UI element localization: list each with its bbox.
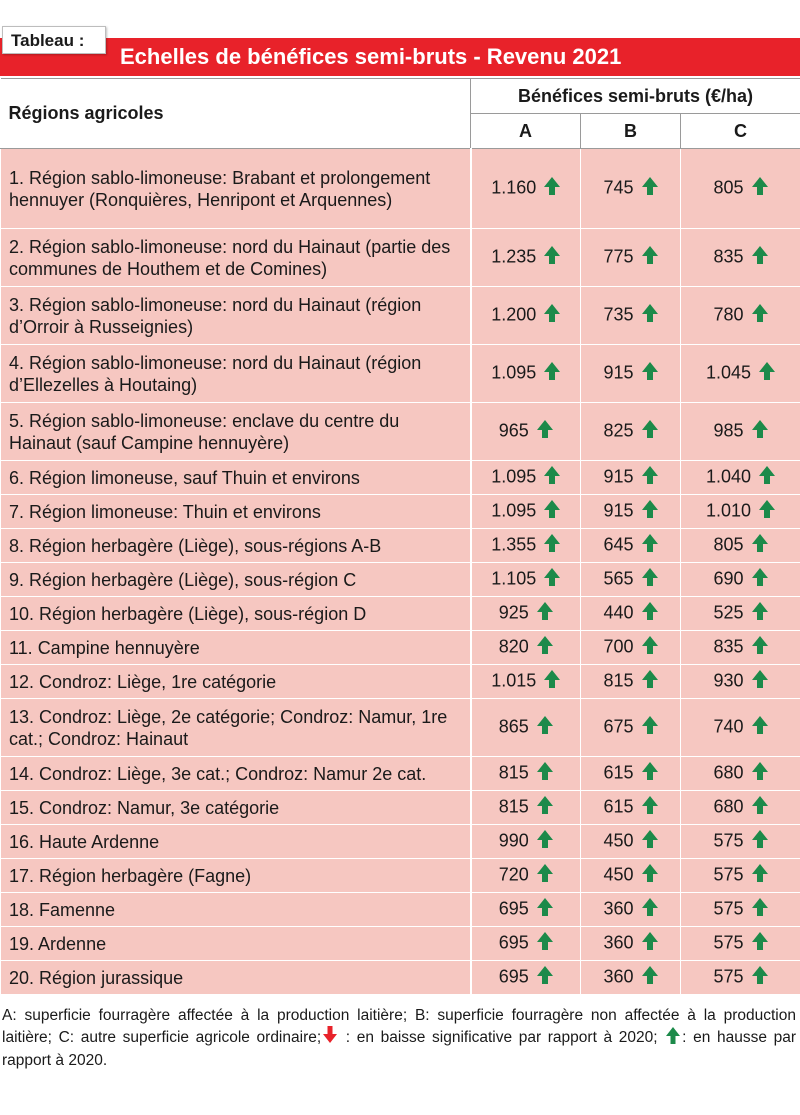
column-header-c: C (681, 114, 800, 149)
benefit-value: 1.010 (705, 500, 752, 521)
up-arrow-icon (537, 864, 553, 887)
benefit-value: 1.045 (705, 362, 752, 383)
table-row (1, 563, 800, 597)
up-arrow-icon (537, 602, 553, 625)
region-name: 10. Région herbagère (Liège), sous-région D (1, 597, 471, 631)
region-name: 19. Ardenne (1, 927, 471, 961)
benefit-value: 525 (713, 602, 744, 623)
table-tag: Tableau : (2, 26, 106, 54)
benefit-value: 835 (713, 246, 744, 267)
value-cell-a (471, 461, 581, 495)
region-name: 7. Région limoneuse: Thuin et environs (1, 495, 471, 529)
up-arrow-icon (759, 362, 775, 385)
value-cell-c (681, 699, 800, 757)
benefit-value: 450 (603, 830, 634, 851)
up-arrow-icon (544, 534, 560, 557)
table-title: Echelles de bénéfices semi-bruts - Revenu 2021 (0, 38, 800, 76)
column-header-a: A (471, 114, 581, 149)
benefit-value: 915 (603, 500, 634, 521)
up-arrow-icon (642, 830, 658, 853)
up-arrow-icon (537, 636, 553, 659)
up-arrow-icon (544, 304, 560, 327)
up-arrow-icon (752, 177, 768, 200)
up-arrow-icon (642, 177, 658, 200)
benefit-value: 1.040 (705, 466, 752, 487)
value-cell-c (681, 631, 800, 665)
value-cell-b (581, 791, 681, 825)
up-arrow-icon (642, 466, 658, 489)
benefit-value: 815 (498, 796, 529, 817)
benefit-value: 985 (713, 420, 744, 441)
value-cell-b (581, 461, 681, 495)
benefit-value: 1.015 (491, 670, 537, 691)
value-cell-b (581, 529, 681, 563)
up-arrow-icon (752, 932, 768, 955)
region-name: 16. Haute Ardenne (1, 825, 471, 859)
value-cell-c (681, 345, 800, 403)
benefit-value: 815 (603, 670, 634, 691)
down-arrow-icon (323, 1026, 337, 1050)
benefit-value: 915 (603, 466, 634, 487)
benefit-value: 990 (498, 830, 529, 851)
value-cell-c (681, 563, 800, 597)
up-arrow-icon (642, 762, 658, 785)
benefit-value: 615 (603, 762, 634, 783)
benefit-value: 360 (603, 966, 634, 987)
up-arrow-icon (752, 636, 768, 659)
benefit-value: 565 (603, 568, 634, 589)
up-arrow-icon (544, 246, 560, 269)
region-name: 5. Région sablo-limoneuse: enclave du centre du Hainaut (sauf Campine hennuyère) (1, 403, 471, 461)
region-name: 20. Région jurassique (1, 961, 471, 995)
up-arrow-icon (537, 420, 553, 443)
up-arrow-icon (544, 362, 560, 385)
table-row (1, 461, 800, 495)
value-cell-b (581, 287, 681, 345)
up-arrow-icon (642, 966, 658, 989)
up-arrow-icon (537, 932, 553, 955)
table-row (1, 893, 800, 927)
value-cell-c (681, 461, 800, 495)
benefit-value: 1.235 (491, 246, 537, 267)
up-arrow-icon (642, 304, 658, 327)
footnote-legend-text: A: superficie fourragère affectée à la production laitière; B: superficie fourragère non affectée à la production laitière; C: autre superficie agricole ordinaire; (2, 1007, 796, 1047)
benefit-value: 700 (603, 636, 634, 657)
region-name: 8. Région herbagère (Liège), sous-régions A-B (1, 529, 471, 563)
region-name: 3. Région sablo-limoneuse: nord du Hainaut (région d’Orroir à Russeignies) (1, 287, 471, 345)
benefit-value: 815 (498, 762, 529, 783)
up-arrow-icon (544, 500, 560, 523)
value-cell-a (471, 859, 581, 893)
value-cell-c (681, 149, 800, 229)
up-arrow-icon (666, 1026, 680, 1050)
value-cell-b (581, 665, 681, 699)
value-cell-b (581, 757, 681, 791)
region-name: 15. Condroz: Namur, 3e catégorie (1, 791, 471, 825)
benefit-value: 865 (498, 716, 529, 737)
table-row (1, 699, 800, 757)
up-arrow-icon (752, 420, 768, 443)
up-arrow-icon (544, 568, 560, 591)
benefit-value: 775 (603, 246, 634, 267)
up-arrow-icon (642, 796, 658, 819)
benefit-value: 675 (603, 716, 634, 737)
value-cell-b (581, 699, 681, 757)
up-arrow-icon (752, 716, 768, 739)
benefit-value: 735 (603, 304, 634, 325)
region-name: 13. Condroz: Liège, 2e catégorie; Condroz: Namur, 1re cat.; Condroz: Hainaut (1, 699, 471, 757)
value-cell-a (471, 757, 581, 791)
value-cell-c (681, 597, 800, 631)
benefit-value: 575 (713, 830, 744, 851)
value-cell-c (681, 757, 800, 791)
up-arrow-icon (642, 246, 658, 269)
up-arrow-icon (642, 932, 658, 955)
up-arrow-icon (752, 304, 768, 327)
value-cell-b (581, 345, 681, 403)
value-cell-a (471, 631, 581, 665)
value-cell-b (581, 229, 681, 287)
benefit-value: 925 (498, 602, 529, 623)
benefit-value: 1.095 (491, 362, 537, 383)
region-name: 4. Région sablo-limoneuse: nord du Hainaut (région d’Ellezelles à Houtaing) (1, 345, 471, 403)
up-arrow-icon (642, 716, 658, 739)
benefit-value: 1.200 (491, 304, 537, 325)
table-row (1, 825, 800, 859)
table-row (1, 665, 800, 699)
value-cell-a (471, 403, 581, 461)
up-arrow-icon (752, 898, 768, 921)
value-cell-b (581, 631, 681, 665)
up-arrow-icon (752, 534, 768, 557)
benefit-value: 360 (603, 932, 634, 953)
benefit-value: 740 (713, 716, 744, 737)
benefit-value: 805 (713, 177, 744, 198)
value-cell-c (681, 825, 800, 859)
value-cell-b (581, 563, 681, 597)
table-body (1, 149, 800, 995)
benefit-value: 930 (713, 670, 744, 691)
up-arrow-icon (752, 966, 768, 989)
table-row (1, 927, 800, 961)
benefit-value: 1.095 (491, 500, 537, 521)
benefit-value: 1.355 (491, 534, 537, 555)
benefit-value: 915 (603, 362, 634, 383)
value-cell-c (681, 403, 800, 461)
up-arrow-icon (642, 500, 658, 523)
value-cell-a (471, 529, 581, 563)
table-row (1, 287, 800, 345)
benefit-value: 575 (713, 864, 744, 885)
value-cell-b (581, 403, 681, 461)
benefit-value: 575 (713, 966, 744, 987)
table-row (1, 149, 800, 229)
table-row (1, 961, 800, 995)
benefit-value: 1.105 (491, 568, 537, 589)
benefit-value: 825 (603, 420, 634, 441)
up-arrow-icon (642, 864, 658, 887)
footnote-down-text: : en baisse significative par rapport à 2020; (339, 1029, 658, 1047)
region-name: 11. Campine hennuyère (1, 631, 471, 665)
up-arrow-icon (642, 636, 658, 659)
value-cell-c (681, 287, 800, 345)
up-arrow-icon (752, 864, 768, 887)
benefit-value: 450 (603, 864, 634, 885)
up-arrow-icon (752, 670, 768, 693)
region-name: 2. Région sablo-limoneuse: nord du Hainaut (partie des communes de Houthem et de Comines) (1, 229, 471, 287)
up-arrow-icon (752, 830, 768, 853)
value-cell-b (581, 597, 681, 631)
benefit-value: 690 (713, 568, 744, 589)
value-cell-a (471, 345, 581, 403)
table-row (1, 859, 800, 893)
value-cell-c (681, 961, 800, 995)
benefit-value: 745 (603, 177, 634, 198)
value-cell-c (681, 791, 800, 825)
up-arrow-icon (544, 177, 560, 200)
value-cell-c (681, 665, 800, 699)
up-arrow-icon (752, 568, 768, 591)
benefit-value: 820 (498, 636, 529, 657)
up-arrow-icon (642, 420, 658, 443)
up-arrow-icon (752, 602, 768, 625)
value-cell-b (581, 927, 681, 961)
value-cell-c (681, 495, 800, 529)
footnote (2, 1005, 796, 1071)
value-cell-b (581, 149, 681, 229)
up-arrow-icon (537, 898, 553, 921)
benefit-value: 965 (498, 420, 529, 441)
value-cell-a (471, 597, 581, 631)
up-arrow-icon (537, 716, 553, 739)
table-row (1, 529, 800, 563)
value-cell-b (581, 825, 681, 859)
value-cell-a (471, 665, 581, 699)
value-cell-c (681, 859, 800, 893)
value-cell-a (471, 229, 581, 287)
table-row (1, 403, 800, 461)
benefit-value: 695 (498, 898, 529, 919)
up-arrow-icon (537, 830, 553, 853)
value-cell-b (581, 495, 681, 529)
value-cell-a (471, 961, 581, 995)
benefit-value: 1.095 (491, 466, 537, 487)
value-cell-b (581, 893, 681, 927)
benefit-value: 695 (498, 932, 529, 953)
value-cell-c (681, 927, 800, 961)
footnote-up-text: : en hausse par rapport à 2020. (2, 1029, 796, 1069)
benefit-value: 680 (713, 796, 744, 817)
table-row (1, 791, 800, 825)
benefits-group-header: Bénéfices semi-bruts (€/ha) (471, 79, 800, 114)
column-header-b: B (581, 114, 681, 149)
up-arrow-icon (759, 466, 775, 489)
benefit-value: 645 (603, 534, 634, 555)
up-arrow-icon (642, 362, 658, 385)
value-cell-c (681, 529, 800, 563)
benefit-value: 780 (713, 304, 744, 325)
value-cell-a (471, 791, 581, 825)
value-cell-a (471, 495, 581, 529)
value-cell-a (471, 699, 581, 757)
up-arrow-icon (537, 796, 553, 819)
up-arrow-icon (642, 534, 658, 557)
region-name: 1. Région sablo-limoneuse: Brabant et prolongement hennuyer (Ronquières, Henripont et Arquennes) (1, 149, 471, 229)
benefit-value: 575 (713, 898, 744, 919)
up-arrow-icon (759, 500, 775, 523)
benefit-value: 1.160 (491, 177, 537, 198)
region-name: 18. Famenne (1, 893, 471, 927)
region-name: 6. Région limoneuse, sauf Thuin et environs (1, 461, 471, 495)
benefit-value: 360 (603, 898, 634, 919)
up-arrow-icon (752, 796, 768, 819)
up-arrow-icon (752, 246, 768, 269)
value-cell-c (681, 893, 800, 927)
benefit-value: 680 (713, 762, 744, 783)
table-row (1, 229, 800, 287)
value-cell-a (471, 927, 581, 961)
benefit-value: 695 (498, 966, 529, 987)
up-arrow-icon (642, 568, 658, 591)
up-arrow-icon (642, 602, 658, 625)
value-cell-a (471, 563, 581, 597)
up-arrow-icon (544, 466, 560, 489)
table-row (1, 631, 800, 665)
benefit-value: 835 (713, 636, 744, 657)
value-cell-b (581, 961, 681, 995)
value-cell-a (471, 825, 581, 859)
benefit-value: 575 (713, 932, 744, 953)
up-arrow-icon (642, 670, 658, 693)
region-name: 9. Région herbagère (Liège), sous-région C (1, 563, 471, 597)
table-row (1, 495, 800, 529)
benefit-value: 720 (498, 864, 529, 885)
up-arrow-icon (642, 898, 658, 921)
table-row (1, 597, 800, 631)
up-arrow-icon (537, 966, 553, 989)
value-cell-c (681, 229, 800, 287)
benefit-value: 805 (713, 534, 744, 555)
value-cell-a (471, 287, 581, 345)
table-row (1, 757, 800, 791)
table-row (1, 345, 800, 403)
benefit-value: 440 (603, 602, 634, 623)
region-name: 17. Région herbagère (Fagne) (1, 859, 471, 893)
region-name: 12. Condroz: Liège, 1re catégorie (1, 665, 471, 699)
up-arrow-icon (537, 762, 553, 785)
region-name: 14. Condroz: Liège, 3e cat.; Condroz: Namur 2e cat. (1, 757, 471, 791)
up-arrow-icon (752, 762, 768, 785)
value-cell-b (581, 859, 681, 893)
up-arrow-icon (544, 670, 560, 693)
value-cell-a (471, 149, 581, 229)
region-column-header: Régions agricoles (1, 79, 471, 149)
benefit-value: 615 (603, 796, 634, 817)
benefits-table (0, 78, 800, 995)
value-cell-a (471, 893, 581, 927)
